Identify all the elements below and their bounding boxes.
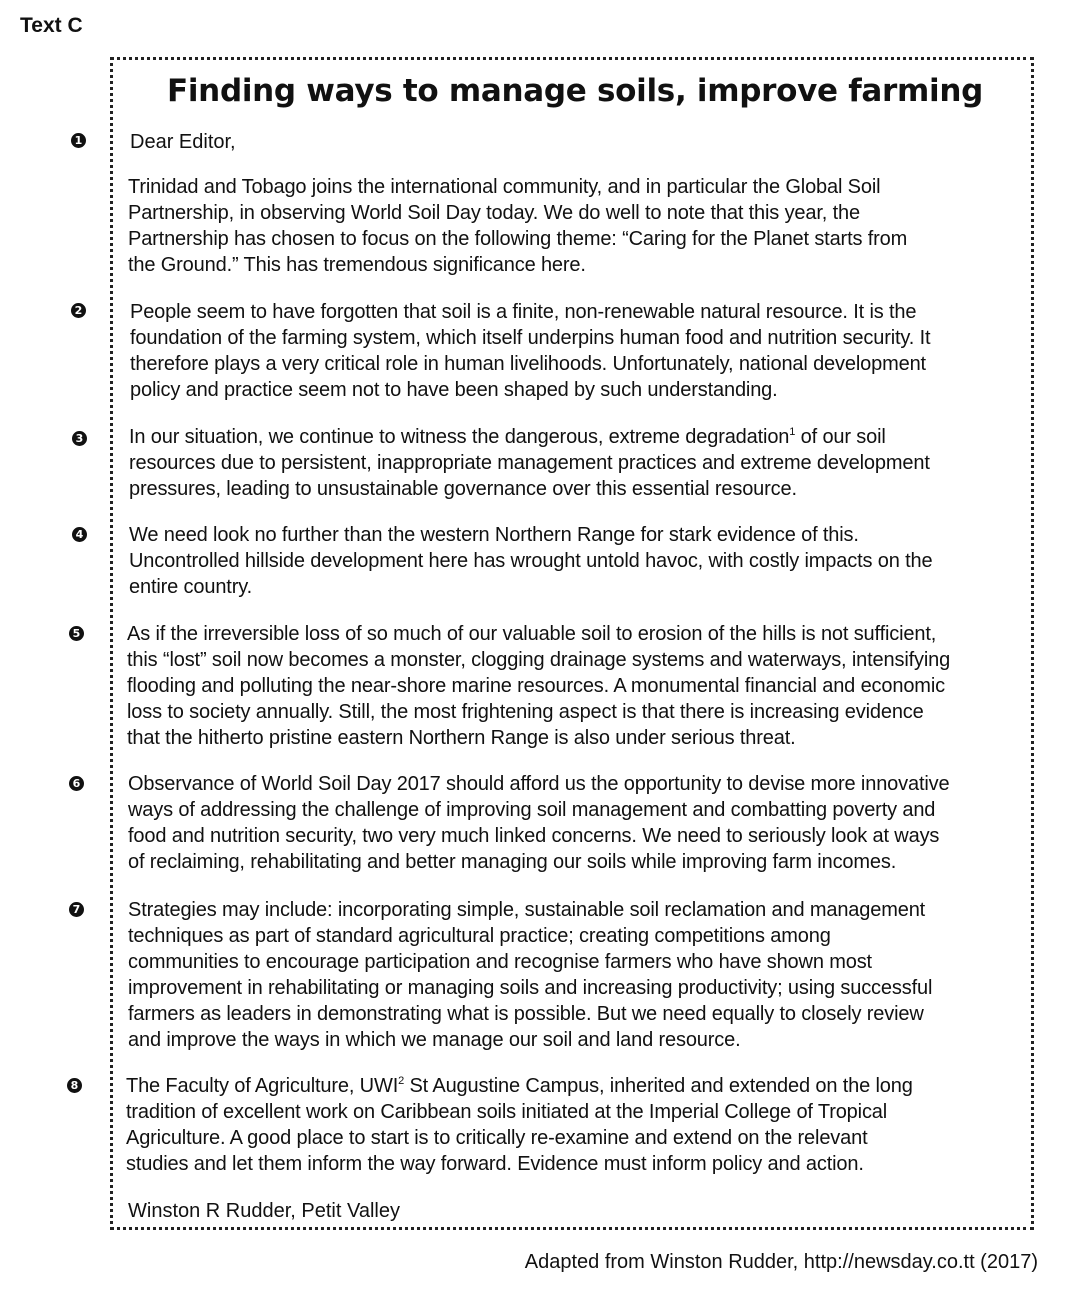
signature: Winston R Rudder, Petit Valley bbox=[128, 1200, 400, 1222]
paragraph-line: entire country. bbox=[129, 576, 252, 598]
paragraph-7 bbox=[128, 897, 1028, 1053]
paragraph-line: We need look no further than the western Northern Range for stark evidence of this. bbox=[129, 524, 859, 546]
paragraph-line: therefore plays a very critical role in human livelihoods. Unfortunately, national development bbox=[130, 353, 926, 375]
footnote-mark-2: 2 bbox=[398, 1075, 405, 1087]
paragraph-4 bbox=[129, 522, 1029, 600]
paragraph-line: tradition of excellent work on Caribbean soils initiated at the Imperial College of Tropical bbox=[126, 1101, 888, 1123]
source-attribution: Adapted from Winston Rudder, http://newsday.co.tt (2017) bbox=[524, 1251, 1038, 1273]
paragraph-line: farmers as leaders in demonstrating what is possible. But we need equally to closely review bbox=[128, 1003, 924, 1025]
paragraph-6 bbox=[128, 771, 1028, 875]
greeting: Dear Editor, bbox=[130, 131, 236, 153]
paragraph-marker-5: 5 bbox=[69, 626, 84, 641]
paragraph-text: The Faculty of Agriculture, UWI bbox=[126, 1075, 399, 1097]
paragraph-line: food and nutrition security, two very much linked concerns. We need to seriously look at ways bbox=[128, 825, 940, 847]
paragraph-line: studies and let them inform the way forward. Evidence must inform policy and action. bbox=[126, 1153, 864, 1175]
paragraph-line: Agriculture. A good place to start is to critically re-examine and extend on the relevant bbox=[126, 1127, 868, 1149]
paragraph-text: St Augustine Campus, inherited and extended on the long bbox=[404, 1075, 913, 1097]
paragraph-line: resources due to persistent, inappropriate management practices and extreme development bbox=[129, 452, 930, 474]
paragraph-line: loss to society annually. Still, the most frightening aspect is that there is increasing evidence bbox=[127, 701, 924, 723]
paragraph-line: this “lost” soil now becomes a monster, clogging drainage systems and waterways, intensifying bbox=[127, 649, 951, 671]
paragraph-marker-4: 4 bbox=[72, 527, 87, 542]
paragraph-3 bbox=[129, 424, 1029, 502]
paragraph-line: techniques as part of standard agricultural practice; creating competitions among bbox=[128, 925, 831, 947]
paragraph-marker-3: 3 bbox=[72, 431, 87, 446]
paragraph-line: foundation of the farming system, which itself underpins human food and nutrition security. It bbox=[130, 327, 931, 349]
paragraph-line: ways of addressing the challenge of improving soil management and combatting poverty and bbox=[128, 799, 936, 821]
text-label: Text C bbox=[20, 14, 83, 37]
paragraph-8 bbox=[126, 1073, 1026, 1177]
paragraph-marker-8: 8 bbox=[67, 1078, 82, 1093]
paragraph-line: that the hitherto pristine eastern Northern Range is also under serious threat. bbox=[127, 727, 796, 749]
paragraph-line: Strategies may include: incorporating simple, sustainable soil reclamation and management bbox=[128, 899, 926, 921]
paragraph-line: communities to encourage participation and recognise farmers who have shown most bbox=[128, 951, 872, 973]
paragraph-marker-2: 2 bbox=[71, 303, 86, 318]
paragraph-line: Observance of World Soil Day 2017 should afford us the opportunity to devise more innovative bbox=[128, 773, 950, 795]
paragraph-line: policy and practice seem not to have been shaped by such understanding. bbox=[130, 379, 778, 401]
paragraph-line: People seem to have forgotten that soil is a finite, non-renewable natural resource. It is the bbox=[130, 301, 917, 323]
paragraph-2 bbox=[130, 299, 1030, 403]
article-headline: Finding ways to manage soils, improve farming bbox=[166, 73, 984, 109]
paragraph-line: improvement in rehabilitating or managing soils and increasing productivity; using successful bbox=[128, 977, 933, 999]
paragraph-line: flooding and polluting the near-shore marine resources. A monumental financial and economic bbox=[127, 675, 945, 697]
paragraph-line: Trinidad and Tobago joins the international community, and in particular the Global Soil bbox=[128, 176, 881, 198]
paragraph-5 bbox=[127, 621, 1027, 751]
footnote-mark-1: 1 bbox=[789, 426, 796, 438]
paragraph-line: pressures, leading to unsustainable governance over this essential resource. bbox=[129, 478, 797, 500]
paragraph-line: Uncontrolled hillside development here has wrought untold havoc, with costly impacts on the bbox=[129, 550, 933, 572]
paragraph-marker-1: 1 bbox=[71, 133, 86, 148]
paragraph-marker-7: 7 bbox=[69, 902, 84, 917]
paragraph-text: In our situation, we continue to witness the dangerous, extreme degradation bbox=[129, 426, 790, 448]
paragraph-line: Partnership, in observing World Soil Day today. We do well to note that this year, the bbox=[128, 202, 860, 224]
paragraph-line: and improve the ways in which we manage our soil and land resource. bbox=[128, 1029, 741, 1051]
paragraph-line bbox=[129, 424, 1029, 450]
paragraph-line: of reclaiming, rehabilitating and better managing our soils while improving farm incomes. bbox=[128, 851, 897, 873]
paragraph-text: of our soil bbox=[795, 426, 886, 448]
paragraph-line: Partnership has chosen to focus on the following theme: “Caring for the Planet starts from bbox=[128, 228, 908, 250]
paragraph-line: the Ground.” This has tremendous significance here. bbox=[128, 254, 586, 276]
paragraph-intro bbox=[128, 174, 1028, 278]
paragraph-line bbox=[126, 1073, 1026, 1099]
paragraph-line: As if the irreversible loss of so much of our valuable soil to erosion of the hills is not sufficient, bbox=[127, 623, 937, 645]
paragraph-marker-6: 6 bbox=[69, 776, 84, 791]
